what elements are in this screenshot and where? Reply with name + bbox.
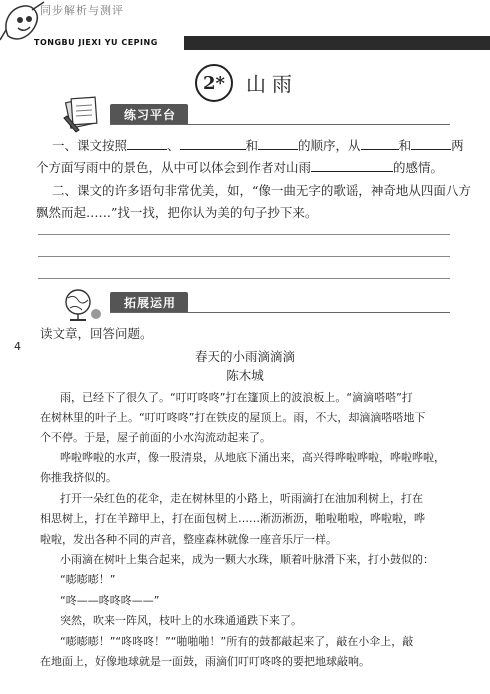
reading-instruction: 读文章，回答问题。 — [40, 326, 153, 341]
answer-line-2[interactable] — [38, 256, 450, 257]
article-line: 个不停。于是，屋子前面的小水沟流动起来了。 — [40, 431, 271, 444]
blank-1[interactable] — [127, 135, 167, 150]
header-pinyin: TONGBU JIEXI YU CEPING — [34, 38, 158, 47]
question-1-line-1: 一、课文按照 、 和 的顺序，从 和 两 — [52, 135, 452, 156]
answer-line-3[interactable] — [38, 278, 450, 279]
section-extend-label: 拓展运用 — [110, 292, 188, 313]
article-line: 啦啦，发出各种不同的声音，整座森林就像一座音乐厅一样。 — [40, 533, 337, 546]
answer-line-1[interactable] — [38, 234, 450, 235]
question-2-line-1: 二、课文的许多语句非常优美，如，“像一曲无字的歌谣，神奇地从四面八方 — [52, 183, 471, 198]
article-title: 春天的小雨滴滴滴 — [194, 349, 295, 364]
page-number: 4 — [14, 340, 21, 353]
blank-2[interactable] — [180, 135, 246, 150]
article-line: 突然，吹来一阵风，枝叶上的水珠通通跌下来了。 — [60, 614, 302, 627]
section-practice-divider — [110, 124, 450, 125]
article-author: 陈木城 — [226, 368, 264, 383]
blank-3[interactable] — [258, 135, 298, 150]
series-title: 同步解析与测评 — [40, 4, 124, 17]
article-line: 哗啦哗啦的水声，像一股清泉，从地底下涌出来，高兴得哗啦哗啦，哗啦哗啦， — [60, 451, 445, 464]
article-line: “嘭嘭嘭！”“咚咚咚！”“啪啪啪！”所有的鼓都敲起来了，敲在小伞上，敲 — [60, 635, 414, 648]
question-1-line-2: 个方面写雨中的景色，从中可以体会到作者对山雨 的感情。 — [36, 157, 456, 178]
lesson-title: 山雨 — [246, 72, 298, 96]
section-extend-divider — [110, 312, 450, 313]
lesson-number-badge — [195, 64, 233, 102]
blank-6[interactable] — [311, 157, 393, 172]
notebook-pencil-icon — [62, 94, 106, 138]
section-practice-label: 练习平台 — [110, 104, 188, 125]
article-line: “咚——咚咚咚——” — [60, 594, 160, 607]
article-line: 雨，已经下了很久了。“叮叮咚咚”打在篷顶上的波浪板上。“滴滴嗒嗒”打 — [60, 391, 413, 404]
article-line: 小雨滴在树叶上集合起来，成为一颗大水珠，顺着叶脉滑下来，打小鼓似的： — [60, 553, 434, 566]
article-line: 在地面上，好像地球就是一面鼓，雨滴们叮叮咚咚的要把地球敲响。 — [40, 655, 370, 668]
article-line: 相思树上，打在羊蹄甲上，打在面包树上……淅沥淅沥，啪啦啪啦，哗啦啦，哗 — [40, 512, 425, 525]
question-2-line-2: 飘然而起……”找一找，把你认为美的句子抄下来。 — [36, 205, 318, 220]
lesson-number: 2* — [203, 72, 225, 94]
blank-5[interactable] — [411, 135, 451, 150]
globe-icon — [60, 286, 104, 326]
article-line: 打开一朵红色的花伞，走在树林里的小路上，听雨滴打在油加利树上，打在 — [60, 492, 423, 505]
article-line: “嘭嘭嘭！” — [60, 573, 116, 586]
article-line: 在树林里的叶子上。“叮叮咚咚”打在铁皮的屋顶上。雨，不大，却滴滴嗒嗒地下 — [40, 411, 426, 424]
blank-4[interactable] — [361, 135, 399, 150]
article-line: 你推我挤似的。 — [40, 471, 117, 484]
